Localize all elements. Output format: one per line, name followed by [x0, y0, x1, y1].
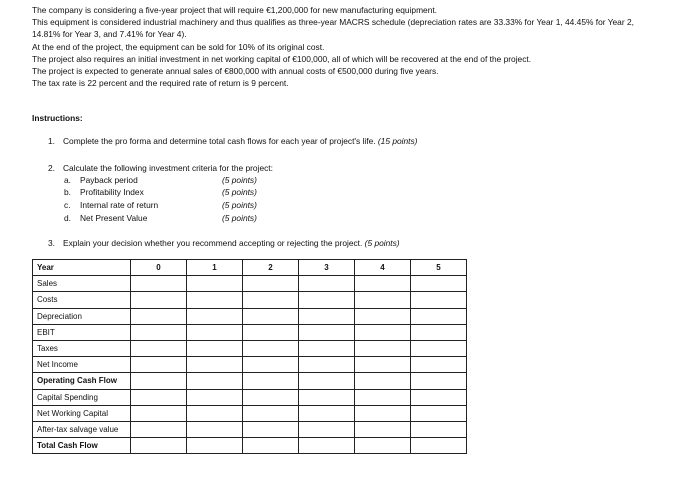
empty-cell[interactable] — [243, 324, 299, 340]
empty-cell[interactable] — [243, 405, 299, 421]
empty-cell[interactable] — [243, 357, 299, 373]
criteria-item — [64, 213, 257, 223]
empty-cell[interactable] — [131, 292, 187, 308]
header-cell-year-2: 2 — [243, 260, 299, 276]
criteria-points: (5 points) — [222, 213, 257, 223]
header-cell-year-5: 5 — [411, 260, 467, 276]
item-text: Explain your decision whether you recommend accepting or rejecting the project. — [63, 238, 363, 248]
empty-cell[interactable] — [131, 276, 187, 292]
table-row — [33, 308, 467, 324]
instructions-heading: Instructions: — [32, 113, 83, 123]
empty-cell[interactable] — [187, 324, 243, 340]
criteria-label: Payback period — [80, 175, 138, 185]
intro-line: At the end of the project, the equipment can be sold for 10% of its original cost. — [32, 41, 325, 52]
empty-cell[interactable] — [355, 438, 411, 454]
empty-cell[interactable] — [243, 276, 299, 292]
row-label: After-tax salvage value — [33, 422, 131, 438]
item-points: (15 points) — [377, 136, 418, 146]
table-row — [33, 389, 467, 405]
item-text: Calculate the following investment criteria for the project: — [63, 163, 273, 173]
empty-cell[interactable] — [299, 357, 355, 373]
row-label: EBIT — [33, 324, 131, 340]
table-row — [33, 292, 467, 308]
row-label: Operating Cash Flow — [33, 373, 131, 389]
table-row — [33, 341, 467, 357]
empty-cell[interactable] — [355, 276, 411, 292]
header-cell-year-1: 1 — [187, 260, 243, 276]
empty-cell[interactable] — [187, 357, 243, 373]
criteria-points: (5 points) — [222, 200, 257, 210]
table-row — [33, 276, 467, 292]
header-cell-year: Year — [33, 260, 131, 276]
empty-cell[interactable] — [299, 422, 355, 438]
empty-cell[interactable] — [131, 422, 187, 438]
empty-cell[interactable] — [299, 373, 355, 389]
empty-cell[interactable] — [355, 308, 411, 324]
empty-cell[interactable] — [411, 308, 467, 324]
empty-cell[interactable] — [243, 308, 299, 324]
empty-cell[interactable] — [411, 422, 467, 438]
empty-cell[interactable] — [243, 389, 299, 405]
criteria-letter: b. — [64, 187, 71, 197]
empty-cell[interactable] — [355, 405, 411, 421]
criteria-points: (5 points) — [222, 175, 257, 185]
empty-cell[interactable] — [411, 357, 467, 373]
empty-cell[interactable] — [355, 422, 411, 438]
empty-cell[interactable] — [299, 308, 355, 324]
empty-cell[interactable] — [411, 438, 467, 454]
empty-cell[interactable] — [131, 405, 187, 421]
header-cell-year-4: 4 — [355, 260, 411, 276]
header-cell-year-0: 0 — [131, 260, 187, 276]
empty-cell[interactable] — [187, 276, 243, 292]
row-label: Taxes — [33, 341, 131, 357]
empty-cell[interactable] — [299, 341, 355, 357]
empty-cell[interactable] — [131, 438, 187, 454]
table-header-row — [33, 260, 467, 276]
empty-cell[interactable] — [131, 373, 187, 389]
instruction-item-3 — [48, 238, 400, 248]
row-label: Net Working Capital — [33, 405, 131, 421]
empty-cell[interactable] — [355, 357, 411, 373]
empty-cell[interactable] — [411, 276, 467, 292]
empty-cell[interactable] — [411, 405, 467, 421]
empty-cell[interactable] — [355, 324, 411, 340]
item-number: 1. — [48, 136, 55, 146]
row-label: Depreciation — [33, 308, 131, 324]
empty-cell[interactable] — [355, 373, 411, 389]
empty-cell[interactable] — [131, 389, 187, 405]
table-row — [33, 324, 467, 340]
intro-line: 14.81% for Year 3, and 7.41% for Year 4). — [32, 29, 187, 40]
empty-cell[interactable] — [131, 324, 187, 340]
criteria-item — [64, 187, 257, 197]
criteria-item — [64, 200, 257, 210]
item-points: (5 points) — [364, 238, 400, 248]
table-row — [33, 438, 467, 454]
empty-cell[interactable] — [243, 438, 299, 454]
empty-cell[interactable] — [187, 373, 243, 389]
intro-line: The project is expected to generate annual sales of €800,000 with annual costs of €500,000 during five years. — [32, 66, 439, 77]
empty-cell[interactable] — [355, 389, 411, 405]
empty-cell[interactable] — [299, 276, 355, 292]
empty-cell[interactable] — [299, 405, 355, 421]
criteria-letter: a. — [64, 175, 71, 185]
empty-cell[interactable] — [131, 308, 187, 324]
empty-cell[interactable] — [131, 341, 187, 357]
empty-cell[interactable] — [187, 292, 243, 308]
instruction-item-2 — [48, 163, 273, 173]
intro-line: The tax rate is 22 percent and the required rate of return is 9 percent. — [32, 78, 289, 89]
pro-forma-table — [32, 259, 467, 454]
empty-cell[interactable] — [187, 438, 243, 454]
empty-cell[interactable] — [187, 389, 243, 405]
intro-line: This equipment is considered industrial machinery and thus qualifies as three-year MACRS schedule (depreciation rates are 33.33% for Year 1, 44.45% for Year 2, — [32, 17, 634, 28]
empty-cell[interactable] — [411, 292, 467, 308]
empty-cell[interactable] — [411, 373, 467, 389]
empty-cell[interactable] — [299, 324, 355, 340]
item-number: 2. — [48, 163, 55, 173]
row-label: Net Income — [33, 357, 131, 373]
table-row — [33, 405, 467, 421]
problem-statement — [32, 4, 692, 89]
criteria-letter: c. — [64, 200, 71, 210]
empty-cell[interactable] — [299, 389, 355, 405]
table-row — [33, 357, 467, 373]
empty-cell[interactable] — [411, 324, 467, 340]
empty-cell[interactable] — [355, 341, 411, 357]
empty-cell[interactable] — [299, 292, 355, 308]
criteria-points: (5 points) — [222, 187, 257, 197]
intro-line: The project also requires an initial investment in net working capital of €100,000, all of which will be recovered at the end of the project. — [32, 53, 532, 64]
criteria-label: Internal rate of return — [80, 200, 159, 210]
intro-line: The company is considering a five-year project that will require €1,200,000 for new manufacturing equipment. — [32, 5, 438, 15]
instruction-item-1 — [48, 136, 417, 146]
table-row — [33, 422, 467, 438]
empty-cell[interactable] — [187, 308, 243, 324]
empty-cell[interactable] — [243, 422, 299, 438]
empty-cell[interactable] — [187, 422, 243, 438]
item-text: Complete the pro forma and determine total cash flows for each year of project's life. — [63, 136, 376, 146]
empty-cell[interactable] — [299, 438, 355, 454]
empty-cell[interactable] — [355, 292, 411, 308]
row-label: Sales — [33, 276, 131, 292]
empty-cell[interactable] — [243, 341, 299, 357]
row-label: Capital Spending — [33, 389, 131, 405]
criteria-label: Net Present Value — [80, 213, 148, 223]
item-number: 3. — [48, 238, 55, 248]
criteria-item — [64, 175, 257, 185]
empty-cell[interactable] — [411, 341, 467, 357]
row-label: Costs — [33, 292, 131, 308]
row-label: Total Cash Flow — [33, 438, 131, 454]
empty-cell[interactable] — [243, 373, 299, 389]
criteria-letter: d. — [64, 213, 71, 223]
table-row — [33, 373, 467, 389]
empty-cell[interactable] — [187, 405, 243, 421]
criteria-label: Profitability Index — [80, 187, 144, 197]
header-cell-year-3: 3 — [299, 260, 355, 276]
empty-cell[interactable] — [243, 292, 299, 308]
empty-cell[interactable] — [411, 389, 467, 405]
empty-cell[interactable] — [131, 357, 187, 373]
empty-cell[interactable] — [187, 341, 243, 357]
